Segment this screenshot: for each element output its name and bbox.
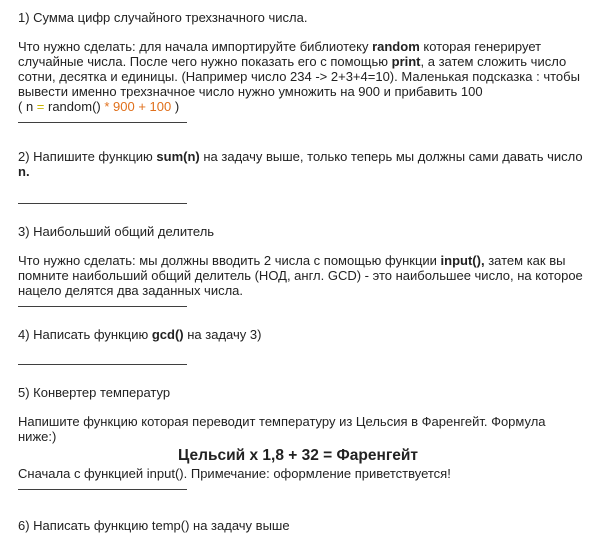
keyword-gcd: gcd() <box>151 327 184 342</box>
code-hint <box>18 99 179 114</box>
text-run: случайные числа. После чего нужно показать его с помощью <box>18 54 392 69</box>
code-part: random() <box>44 99 105 114</box>
formula: Цельсий x 1,8 + 32 = Фаренгейт <box>177 447 419 464</box>
text-run: , а затем сложить число <box>420 54 567 69</box>
text-run: Напишите функцию которая переводит температуру из Цельсия в Фаренгейт. Формула <box>18 414 546 429</box>
keyword-input: input(), <box>440 253 485 268</box>
text-run: ниже:) <box>18 429 57 444</box>
keyword-random: random <box>372 39 420 54</box>
text-run: на задачу 3) <box>183 327 262 342</box>
keyword-n: n. <box>18 164 30 179</box>
section3-title: 3) Наибольший общий делитель <box>18 224 215 239</box>
section5-paragraph <box>18 414 608 444</box>
text-run: Что нужно сделать: для начала импортируйте библиотеку <box>18 39 373 54</box>
separator-line: ————————————— <box>18 114 187 129</box>
code-operator: * <box>104 99 110 114</box>
separator-line: ————————————— <box>18 481 187 496</box>
text-run: 2) Напишите функцию <box>18 149 157 164</box>
code-operator: + <box>138 99 146 114</box>
section3-paragraph <box>18 253 608 298</box>
text-run: вывести именно трехзначное число нужно умножить на 900 и прибавить 100 <box>18 84 483 99</box>
text-run: на задачу выше, только теперь мы должны сами давать число <box>199 149 583 164</box>
code-operator: = <box>36 99 45 114</box>
section1-paragraph <box>18 39 608 114</box>
code-number: 900 <box>109 99 139 114</box>
section5-title: 5) Конвертер температур <box>18 385 171 400</box>
separator-line: ————————————— <box>18 298 187 313</box>
text-run: сотни, десятка и единицы. (Например число 234 -> 2+3+4=10). Маленькая подсказка : чтобы <box>18 69 580 84</box>
section5-note: Сначала с функцией input(). Примечание: оформление приветствуется! <box>18 466 451 481</box>
section4-text <box>18 327 608 342</box>
code-part: ( n <box>18 99 37 114</box>
text-run: которая генерирует <box>419 39 542 54</box>
text-run: нацело делятся два заданных числа. <box>18 283 244 298</box>
section2-text <box>18 149 608 179</box>
separator-line: ————————————— <box>18 356 187 371</box>
code-number: 100 <box>145 99 172 114</box>
text-run: затем как вы <box>484 253 566 268</box>
section1-title: 1) Сумма цифр случайного трехзначного числа. <box>18 10 308 25</box>
text-run: 4) Написать функцию <box>18 327 152 342</box>
text-run: помните наибольший общий делитель (НОД, англ. GCD) - это наибольшее число, на которое <box>18 268 583 283</box>
document <box>18 10 608 533</box>
text-run: Что нужно сделать: мы должны вводить 2 числа с помощью функции <box>18 253 441 268</box>
keyword-print: print <box>391 54 421 69</box>
code-part: ) <box>171 99 180 114</box>
keyword-sum: sum(n) <box>156 149 200 164</box>
section6-title: 6) Написать функцию temp() на задачу выше <box>18 518 290 533</box>
separator-line: ————————————— <box>18 195 187 210</box>
